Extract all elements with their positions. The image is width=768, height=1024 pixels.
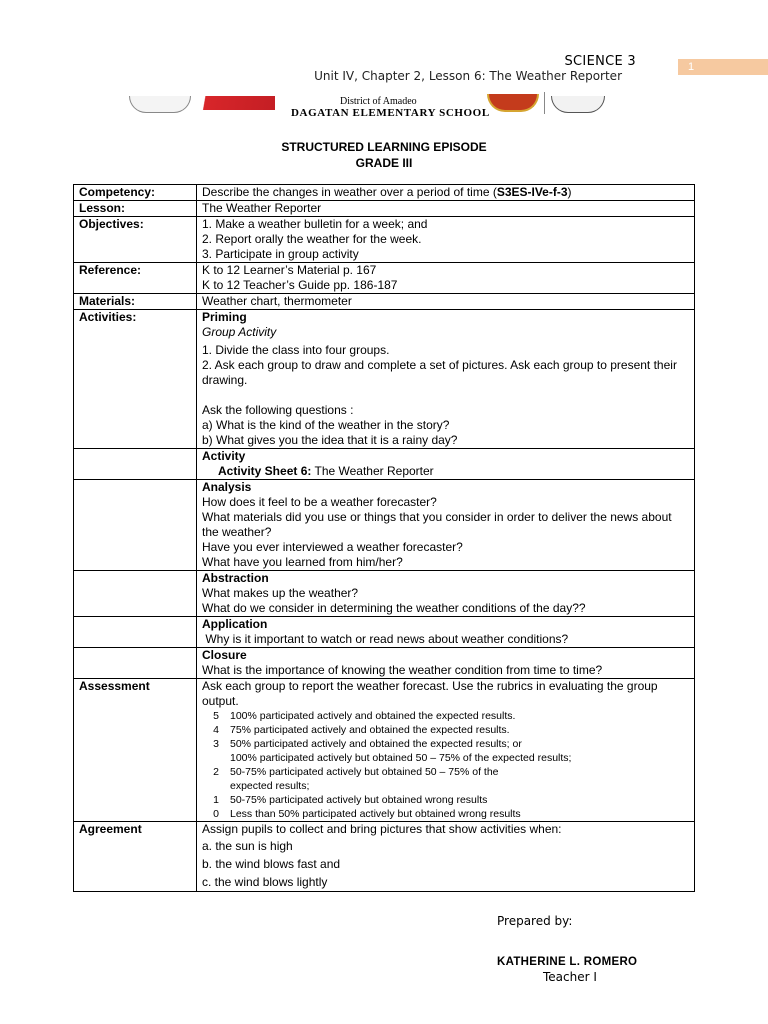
table-row-closure (74, 648, 695, 679)
competency-cell (197, 185, 695, 201)
table-row-abstraction (74, 571, 695, 617)
grade-title: GRADE III (355, 156, 413, 170)
question-item: b) What gives you the idea that it is a rainy day? (202, 433, 458, 447)
preparer-name: KATHERINE L. ROMERO (497, 956, 638, 968)
table-row-materials (74, 294, 695, 310)
reference-item: K to 12 Learner’s Material p. 167 (202, 263, 377, 277)
agreement-intro: Assign pupils to collect and bring pictures that show activities when: (202, 822, 562, 836)
agreement-item: a. the sun is high (202, 839, 293, 853)
assessment-label: Assessment (74, 679, 197, 822)
abstraction-line: What makes up the weather? (202, 586, 359, 600)
agreement-label: Agreement (74, 822, 197, 892)
reference-item: K to 12 Teacher’s Guide pp. 186-187 (202, 278, 398, 292)
table-row-agreement (74, 822, 695, 892)
application-heading: Application (202, 617, 268, 631)
objective-item: 2. Report orally the weather for the week. (202, 232, 422, 246)
analysis-cell (197, 480, 695, 571)
objective-item: 3. Participate in group activity (202, 247, 359, 261)
analysis-line: What have you learned from him/her? (202, 555, 403, 569)
priming-cell (197, 310, 695, 449)
materials-text: Weather chart, thermometer (197, 294, 695, 310)
table-row-lesson (74, 201, 695, 217)
school-name: DAGATAN ELEMENTARY SCHOOL (291, 107, 490, 119)
agreement-item: c. the wind blows lightly (202, 875, 328, 889)
reference-label: Reference: (74, 263, 197, 294)
rubric-row: 3 50% participated actively and obtained the expected results; or (213, 738, 522, 750)
objectives-label: Objectives: (74, 217, 197, 263)
district-name: District of Amadeo (340, 96, 417, 107)
district-seal-logo (551, 96, 605, 113)
assessment-intro: Ask each group to report the weather forecast. Use the rubrics in evaluating the group output. (202, 679, 658, 708)
table-row-activity (74, 449, 695, 480)
analysis-line: How does it feel to be a weather forecaster? (202, 495, 437, 509)
flag-swoosh-logo (197, 96, 275, 110)
analysis-line: Have you ever interviewed a weather forecaster? (202, 540, 463, 554)
priming-heading: Priming (202, 310, 247, 324)
document-title: STRUCTURED LEARNING EPISODE (281, 140, 487, 154)
header-subject: SCIENCE 3 (564, 54, 636, 69)
materials-label: Materials: (74, 294, 197, 310)
abstraction-heading: Abstraction (202, 571, 269, 585)
prepared-by-label: Prepared by: (497, 914, 573, 928)
table-row-priming (74, 310, 695, 449)
school-seal-logo (487, 94, 539, 112)
header-unit: Unit IV, Chapter 2, Lesson 6: The Weather Reporter (314, 69, 622, 83)
activities-label: Activities: (74, 310, 197, 449)
lesson-text: The Weather Reporter (197, 201, 695, 217)
closure-cell (197, 648, 695, 679)
question-item: a) What is the kind of the weather in the story? (202, 418, 450, 432)
priming-step: 1. Divide the class into four groups. (202, 343, 390, 357)
analysis-heading: Analysis (202, 480, 252, 494)
header-divider (544, 92, 545, 114)
activity-sheet-label: Activity Sheet 6: (218, 464, 312, 478)
activity-heading: Activity (202, 449, 246, 463)
competency-close: ) (567, 185, 572, 199)
rubric-row: 100% participated actively but obtained 50 – 75% of the expected results; (230, 752, 572, 764)
closure-line: What is the importance of knowing the weather condition from time to time? (202, 663, 603, 677)
competency-code: S3ES-IVe-f-3 (496, 185, 568, 199)
agreement-item: b. the wind blows fast and (202, 857, 341, 871)
rubric-row: 5 100% participated actively and obtained the expected results. (213, 710, 516, 722)
preparer-position: Teacher I (543, 970, 597, 984)
application-cell (197, 617, 695, 648)
priming-subheading: Group Activity (202, 325, 277, 339)
rubric-row: 4 75% participated actively and obtained the expected results. (213, 724, 510, 736)
page-number: 1 (678, 59, 768, 75)
closure-heading: Closure (202, 648, 247, 662)
rubric-row: 2 50-75% participated actively but obtained 50 – 75% of the (213, 766, 499, 778)
table-row-objectives (74, 217, 695, 263)
table-row-competency (74, 185, 695, 201)
priming-step: 2. Ask each group to draw and complete a set of pictures. Ask each group to present their drawing. (202, 358, 677, 387)
table-row-reference (74, 263, 695, 294)
rubric-row: 1 50-75% participated actively but obtained wrong results (213, 794, 488, 806)
activity-cell (197, 449, 695, 480)
lesson-plan-table (73, 184, 695, 892)
agreement-cell (197, 822, 695, 892)
abstraction-line: What do we consider in determining the weather conditions of the day?? (202, 601, 586, 615)
analysis-line: What materials did you use or things that you consider in order to deliver the news about the weather? (202, 510, 672, 539)
objective-item: 1. Make a weather bulletin for a week; and (202, 217, 428, 231)
rubric-row: expected results; (230, 780, 310, 792)
deped-seal-logo (129, 96, 191, 113)
assessment-cell (197, 679, 695, 822)
competency-text: Describe the changes in weather over a period of time ( (202, 185, 497, 199)
competency-label: Competency: (74, 185, 197, 201)
rubric-row: 0 Less than 50% participated actively but obtained wrong results (213, 808, 521, 820)
questions-intro: Ask the following questions : (202, 403, 354, 417)
activity-sheet-title: The Weather Reporter (311, 464, 434, 478)
reference-cell (197, 263, 695, 294)
table-row-assessment (74, 679, 695, 822)
objectives-cell (197, 217, 695, 263)
table-row-application (74, 617, 695, 648)
lesson-label: Lesson: (74, 201, 197, 217)
table-row-analysis (74, 480, 695, 571)
application-line: Why is it important to watch or read news about weather conditions? (202, 632, 569, 646)
abstraction-cell (197, 571, 695, 617)
